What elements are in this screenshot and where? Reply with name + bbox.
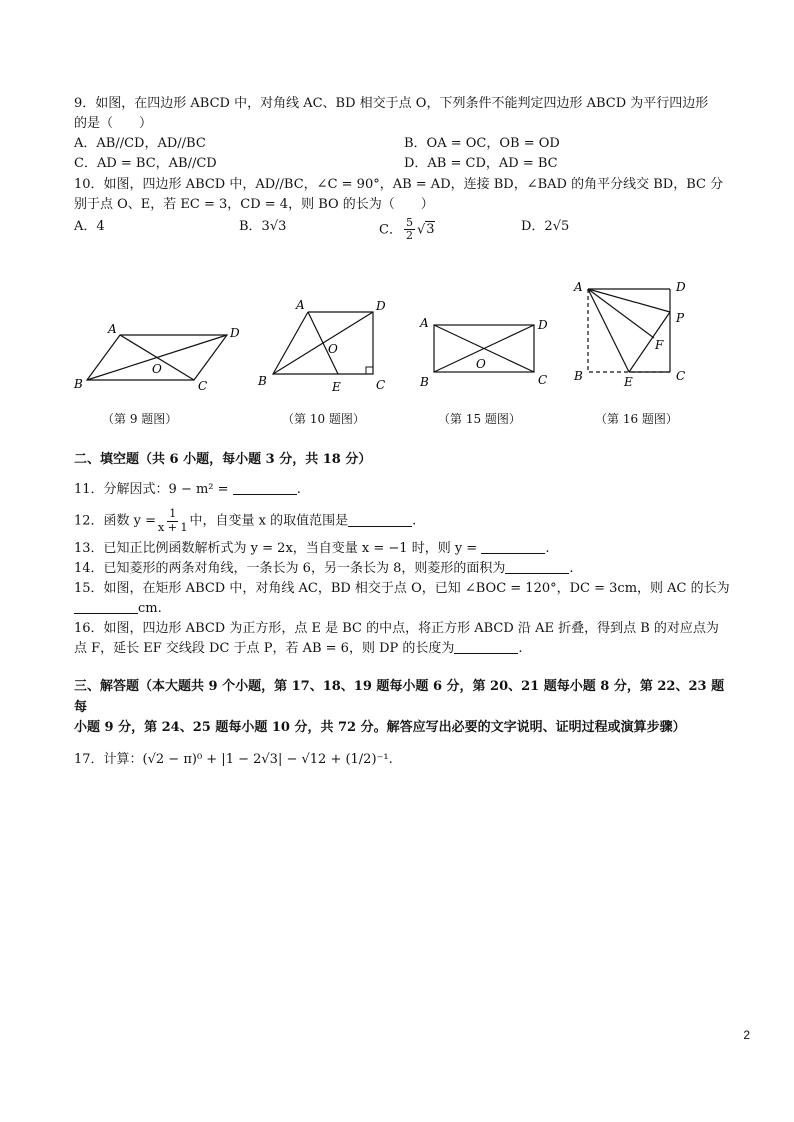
figure-16-diagram <box>570 277 710 392</box>
q10-stem-line2: 别于点 O、E，若 EC = 3，CD = 4，则 BO 的长为（ ） <box>74 196 434 212</box>
q10-options <box>74 217 734 243</box>
q10-option-c-fraction <box>404 217 415 243</box>
figure-10-caption: （第 10 题图） <box>282 412 365 426</box>
fig16-label-d: D <box>676 280 686 294</box>
q13-answer-blank[interactable] <box>481 539 545 554</box>
q10-option-c-denominator: 2 <box>405 229 413 243</box>
q17: 17．计算：(√2 − π)⁰ + |1 − 2√3| − √12 + (1/2)⁻¹. <box>74 751 393 767</box>
q9-option-a[interactable]: A．AB//CD，AD//BC <box>74 136 206 152</box>
fig10-label-b: B <box>258 374 267 388</box>
q12: 12．函数 y = $\frac{1}{x + 1}$ 中，自变量 x 的取值范围是 . <box>74 507 417 534</box>
q10-option-c-numerator: 5 <box>405 215 413 229</box>
q14-answer-blank[interactable] <box>505 559 569 574</box>
fig16-label-e: E <box>624 375 633 389</box>
fig10-label-c: C <box>376 378 386 392</box>
figure-15-diagram <box>416 310 566 395</box>
q16-answer-blank[interactable] <box>454 639 518 654</box>
figure-15-caption: （第 15 题图） <box>438 412 521 426</box>
q9-stem-line1: 9．如图，在四边形 ABCD 中，对角线 AC、BD 相交于点 O，下列条件不能判定四边形 ABCD 为平行四边形 <box>74 96 709 111</box>
q14-text: 14．已知菱形的两条对角线，一条长为 6，另一条长为 8，则菱形的面积为 <box>74 560 506 576</box>
fig9-label-a: A <box>108 322 117 336</box>
q11-answer-blank[interactable] <box>233 480 297 495</box>
q10-option-a[interactable]: A．4 <box>74 218 105 234</box>
page-content <box>74 94 734 243</box>
q10-stem-line1: 10．如图，四边形 ABCD 中，AD//BC，∠C = 90°，AB = AD，连接 BD，∠BAD 的角平分线交 BD，BC 分 <box>74 176 724 192</box>
section-2-heading: 二、填空题（共 6 小题，每小题 3 分，共 18 分） <box>74 452 372 467</box>
figure-10 <box>248 295 398 395</box>
q11-text: 11．分解因式：9 − m² = <box>74 482 229 498</box>
figure-9-diagram <box>72 320 242 395</box>
fig10-label-o: O <box>328 342 338 356</box>
q12-fraction <box>158 508 187 534</box>
q14: 14．已知菱形的两条对角线，一条长为 6，另一条长为 8，则菱形的面积为 . <box>74 560 574 576</box>
q10-option-b[interactable]: B．3√3 <box>239 218 287 234</box>
q15-line2 <box>74 599 734 619</box>
fig16-label-p: P <box>676 311 685 325</box>
figure-10-diagram <box>248 295 398 395</box>
q12-prefix: 12．函数 y = <box>74 513 157 529</box>
q15-line1: 15．如图，在矩形 ABCD 中，对角线 AC，BD 相交于点 O，已知 ∠BOC = 120°，DC = 3cm，则 AC 的长为 <box>74 580 730 596</box>
fig16-label-f: F <box>655 338 664 352</box>
q11: 11．分解因式：9 − m² = . <box>74 482 301 498</box>
figures-row <box>60 275 740 435</box>
q9-option-b[interactable]: B．OA = OC，OB = OD <box>404 136 560 152</box>
figure-16 <box>570 277 710 392</box>
q12-suffix: 中，自变量 x 的取值范围是 <box>189 513 349 529</box>
fig10-label-a: A <box>296 298 305 312</box>
page-number: 2 <box>743 1028 750 1042</box>
section-3-heading-line2: 小题 9 分，第 24、25 题每小题 10 分，共 72 分。解答应写出必要的文字说明、证明过程或演算步骤） <box>74 719 686 735</box>
fig9-label-o: O <box>152 362 162 376</box>
figure-16-caption: （第 16 题图） <box>595 412 678 426</box>
fig10-label-e: E <box>332 380 341 394</box>
q12-denominator: x + 1 <box>158 520 188 534</box>
q9-stem-line2: 的是（ ） <box>74 116 153 132</box>
q16-line2: 点 F，延长 EF 交线段 DC 于点 P，若 AB = 6，则 DP 的长度为 . <box>74 641 523 657</box>
fig15-label-b: B <box>420 375 429 389</box>
fig15-label-a: A <box>420 316 429 330</box>
q15-answer-blank[interactable] <box>74 599 138 614</box>
q12-numerator: 1 <box>169 507 177 521</box>
fig15-label-o: O <box>476 357 486 371</box>
q10-option-d[interactable]: D．2√5 <box>521 218 570 234</box>
q12-answer-blank[interactable] <box>348 512 412 527</box>
figure-9 <box>72 320 242 395</box>
fig9-label-d: D <box>230 326 240 340</box>
fig15-label-c: C <box>538 373 548 387</box>
section-3-heading-line1: 三、解答题（本大题共 9 个小题，第 17、18、19 题每小题 6 分，第 20、21 题每小题 8 分，第 22、23 题每 <box>74 679 725 715</box>
q15-unit: cm. <box>138 600 162 616</box>
q9-option-d[interactable]: D．AB = CD，AD = BC <box>404 156 558 172</box>
section-fill-blank <box>74 450 734 770</box>
figure-9-caption: （第 9 题图） <box>102 412 178 426</box>
q9-options <box>74 134 734 174</box>
q10-option-c-radicand: 3 <box>426 222 435 238</box>
q10-option-c-label: C． <box>379 222 402 238</box>
q16-text: 点 F，延长 EF 交线段 DC 于点 P，若 AB = 6，则 DP 的长度为 <box>74 641 455 657</box>
fig15-label-d: D <box>538 318 548 332</box>
q16-line1: 16．如图，四边形 ABCD 为正方形，点 E 是 BC 的中点，将正方形 ABCD 沿 AE 折叠，得到点 B 的对应点为 <box>74 621 719 637</box>
fig9-label-c: C <box>198 379 208 393</box>
q13-text: 13．已知正比例函数解析式为 y = 2x，当自变量 x = −1 时，则 y = <box>74 540 478 556</box>
fig16-label-b: B <box>574 369 583 383</box>
fig9-label-b: B <box>74 377 83 391</box>
figure-15 <box>416 310 566 395</box>
q9-option-c[interactable]: C．AD = BC，AB//CD <box>74 156 217 172</box>
fig10-label-d: D <box>376 299 386 313</box>
fig16-label-c: C <box>676 369 686 383</box>
fig16-label-a: A <box>574 280 583 294</box>
q13: 13．已知正比例函数解析式为 y = 2x，当自变量 x = −1 时，则 y = . <box>74 540 550 556</box>
q10-option-c[interactable]: C． $\frac{5}{2}$ √3 <box>379 215 435 243</box>
